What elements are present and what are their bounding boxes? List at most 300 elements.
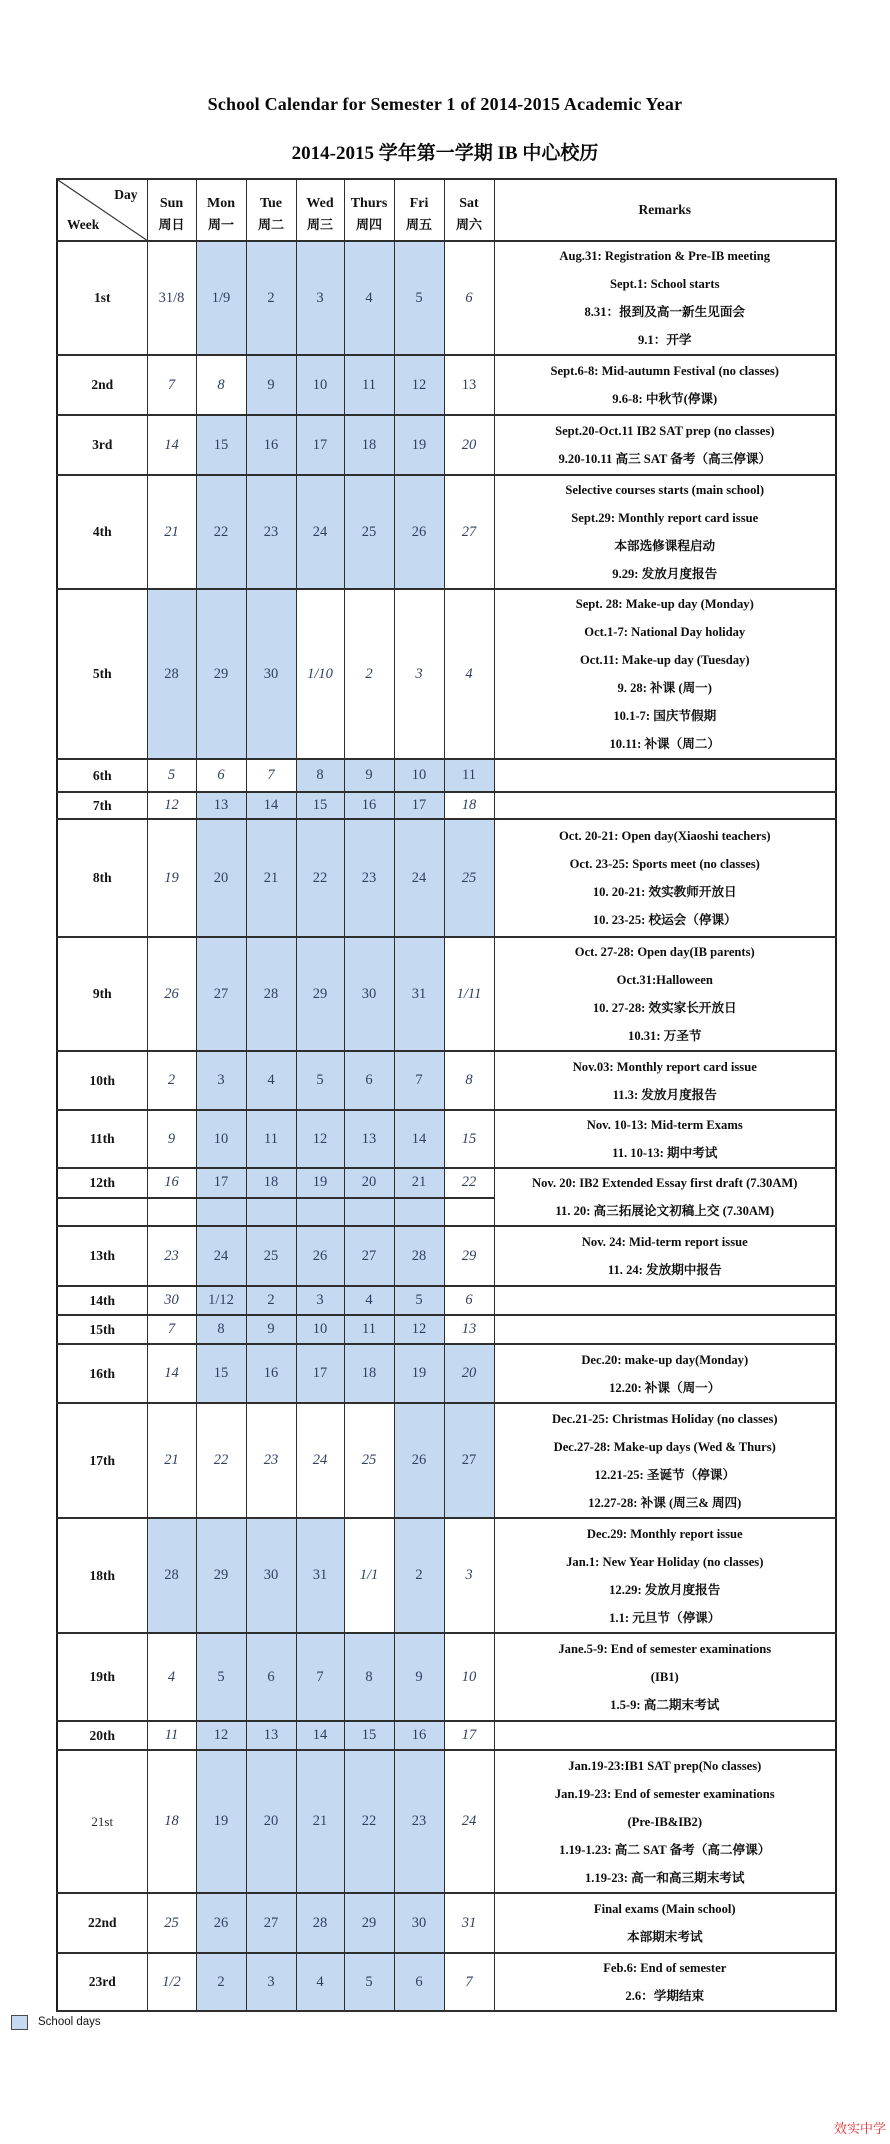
column-header-wed — [296, 179, 344, 241]
remarks-cell — [494, 1226, 836, 1286]
school-day-cell: 25 — [246, 1226, 296, 1286]
week-number-label: 10th — [57, 1051, 147, 1110]
week-number-label — [57, 1198, 147, 1227]
school-day-cell: 2 — [196, 1953, 246, 2011]
day-name-zh: 周二 — [257, 216, 284, 232]
school-day-cell — [296, 1198, 344, 1227]
remarks-column-header: Remarks — [494, 179, 836, 241]
calendar-week-row — [57, 1168, 836, 1198]
day-cell: 1/2 — [147, 1953, 196, 2011]
calendar-week-row — [57, 1051, 836, 1110]
week-number-label: 7th — [57, 792, 147, 819]
remark-line: Jan.19-23:IB1 SAT prep(No classes) — [568, 1758, 762, 1773]
school-day-cell: 30 — [394, 1893, 444, 1953]
remarks-cell — [494, 1051, 836, 1110]
school-day-cell: 9 — [394, 1633, 444, 1721]
remark-line: Sept.29: Monthly report card issue — [571, 511, 759, 525]
school-day-cell: 13 — [196, 792, 246, 819]
school-day-cell: 4 — [344, 1286, 394, 1315]
remark-line: Nov. 10-13: Mid-term Exams — [586, 1118, 743, 1132]
school-day-cell — [344, 1198, 394, 1227]
week-number-label: 3rd — [57, 415, 147, 475]
remarks-cell — [494, 1110, 836, 1168]
day-week-corner-cell — [57, 179, 147, 241]
school-day-cell: 18 — [246, 1168, 296, 1198]
school-day-cell: 28 — [394, 1226, 444, 1286]
school-day-cell: 11 — [344, 1315, 394, 1344]
remark-line: 9.20-10.11 高三 SAT 备考（高三停课） — [558, 452, 772, 466]
school-day-cell: 7 — [296, 1633, 344, 1721]
remark-line: Sept.20-Oct.11 IB2 SAT prep (no classes) — [555, 424, 775, 438]
school-day-cell: 6 — [394, 1953, 444, 2011]
remark-line: 1.1: 元旦节（停课） — [609, 1610, 721, 1625]
school-day-cell: 4 — [296, 1953, 344, 2011]
school-day-cell: 6 — [246, 1633, 296, 1721]
school-day-cell: 26 — [196, 1893, 246, 1953]
remark-line: 9.29: 发放月度报告 — [612, 567, 718, 581]
school-day-cell: 16 — [246, 415, 296, 475]
school-day-cell: 4 — [344, 241, 394, 355]
school-day-cell: 10 — [296, 1315, 344, 1344]
calendar-week-row — [57, 241, 836, 355]
school-day-cell: 12 — [394, 1315, 444, 1344]
remark-line: 1.5-9: 高二期末考试 — [610, 1698, 720, 1712]
school-day-cell: 26 — [296, 1226, 344, 1286]
school-day-cell: 5 — [344, 1953, 394, 2011]
school-day-cell: 22 — [296, 819, 344, 937]
calendar-week-row — [57, 415, 836, 475]
week-number-label: 15th — [57, 1315, 147, 1344]
school-day-cell: 8 — [196, 1315, 246, 1344]
day-cell — [147, 1198, 196, 1227]
day-cell: 5 — [147, 759, 196, 792]
remarks-cell — [494, 475, 836, 589]
remark-line: Oct. 27-28: Open day(IB parents) — [574, 945, 755, 959]
school-day-cell: 11 — [344, 355, 394, 415]
day-name-en: Sat — [459, 195, 479, 211]
column-header-sun — [147, 179, 196, 241]
remark-line: Jane.5-9: End of semester examinations — [558, 1642, 772, 1656]
remark-line: 11. 10-13: 期中考试 — [612, 1146, 718, 1160]
school-day-cell: 22 — [196, 475, 246, 589]
day-cell: 22 — [196, 1403, 246, 1518]
calendar-week-row — [57, 1110, 836, 1168]
week-number-label: 5th — [57, 589, 147, 759]
corner-day-label: Day — [114, 187, 138, 202]
day-name-zh: 周一 — [207, 216, 234, 232]
day-cell — [444, 1198, 494, 1227]
school-day-cell: 25 — [344, 475, 394, 589]
calendar-week-row — [57, 475, 836, 589]
remark-line: 9. 28: 补课 (周一) — [617, 681, 712, 695]
remark-line: 11. 24: 发放期中报告 — [607, 1263, 722, 1277]
day-cell: 26 — [147, 937, 196, 1051]
remark-line: Jan.1: New Year Holiday (no classes) — [566, 1554, 764, 1569]
school-day-cell: 11 — [246, 1110, 296, 1168]
calendar-week-row — [57, 1953, 836, 2011]
school-day-cell: 13 — [246, 1721, 296, 1750]
day-cell: 3 — [394, 589, 444, 759]
school-day-cell: 9 — [344, 759, 394, 792]
remark-line: Oct.1-7: National Day holiday — [584, 625, 746, 639]
day-cell: 1/10 — [296, 589, 344, 759]
school-day-cell: 30 — [344, 937, 394, 1051]
day-cell: 15 — [444, 1110, 494, 1168]
legend-label: School days — [38, 2016, 101, 2028]
school-day-cell — [246, 1198, 296, 1227]
remark-line: 10.11: 补课（周二） — [609, 737, 721, 751]
calendar-week-row — [57, 355, 836, 415]
remarks-cell — [494, 819, 836, 937]
school-day-cell: 17 — [296, 415, 344, 475]
day-cell: 7 — [444, 1953, 494, 2011]
school-day-cell: 19 — [196, 1750, 246, 1893]
remark-line: 9.6-8: 中秋节(停课) — [612, 392, 718, 406]
calendar-week-row — [57, 1750, 836, 1893]
day-cell: 14 — [147, 1344, 196, 1403]
day-cell: 23 — [147, 1226, 196, 1286]
school-day-cell: 18 — [344, 1344, 394, 1403]
calendar-week-row — [57, 1344, 836, 1403]
school-day-cell: 23 — [344, 819, 394, 937]
day-name-zh: 周日 — [158, 216, 185, 232]
week-number-label: 16th — [57, 1344, 147, 1403]
school-day-cell: 3 — [296, 241, 344, 355]
school-day-cell: 10 — [394, 759, 444, 792]
remarks-cell — [494, 1750, 836, 1893]
remark-line: 12.20: 补课（周一） — [609, 1380, 721, 1395]
school-day-cell: 19 — [394, 1344, 444, 1403]
calendar-week-row — [57, 1633, 836, 1721]
day-name-en: Fri — [409, 195, 429, 211]
school-day-cell: 14 — [296, 1721, 344, 1750]
day-cell: 31 — [444, 1893, 494, 1953]
school-day-cell: 20 — [344, 1168, 394, 1198]
school-day-cell: 28 — [147, 589, 196, 759]
column-header-tue — [246, 179, 296, 241]
column-header-mon — [196, 179, 246, 241]
remarks-cell — [494, 792, 836, 819]
school-day-cell: 31 — [394, 937, 444, 1051]
day-cell: 7 — [147, 1315, 196, 1344]
remark-line: (Pre-IB&IB2) — [627, 1814, 703, 1829]
week-number-label: 21st — [57, 1750, 147, 1893]
week-number-label: 19th — [57, 1633, 147, 1721]
calendar-week-row — [57, 1226, 836, 1286]
day-cell: 24 — [296, 1403, 344, 1518]
remarks-cell — [494, 589, 836, 759]
school-day-cell: 7 — [394, 1051, 444, 1110]
school-day-cell: 25 — [444, 819, 494, 937]
remark-line: 10. 27-28: 效实家长开放日 — [592, 1001, 737, 1015]
remark-line: 1.19-23: 高一和高三期末考试 — [584, 1870, 745, 1885]
column-header-fri — [394, 179, 444, 241]
calendar-table — [56, 178, 837, 2012]
remarks-cell — [494, 1953, 836, 2011]
school-day-cell: 5 — [394, 241, 444, 355]
day-cell: 31/8 — [147, 241, 196, 355]
column-header-thurs — [344, 179, 394, 241]
day-cell: 10 — [444, 1633, 494, 1721]
school-day-cell: 15 — [296, 792, 344, 819]
column-header-sat — [444, 179, 494, 241]
remarks-cell — [494, 1344, 836, 1403]
day-cell: 4 — [444, 589, 494, 759]
day-cell: 25 — [147, 1893, 196, 1953]
remark-line: Oct. 23-25: Sports meet (no classes) — [569, 857, 760, 871]
school-day-cell: 14 — [246, 792, 296, 819]
school-day-cell: 3 — [296, 1286, 344, 1315]
day-name-en: Wed — [306, 195, 334, 211]
school-day-cell: 16 — [394, 1721, 444, 1750]
week-number-label: 2nd — [57, 355, 147, 415]
calendar-body — [57, 241, 836, 2011]
week-number-label: 23rd — [57, 1953, 147, 2011]
school-day-cell: 12 — [196, 1721, 246, 1750]
school-day-cell: 15 — [196, 415, 246, 475]
school-day-cell: 15 — [196, 1344, 246, 1403]
day-cell: 9 — [147, 1110, 196, 1168]
calendar-week-row — [57, 1893, 836, 1953]
remarks-cell — [494, 937, 836, 1051]
school-day-cell: 29 — [296, 937, 344, 1051]
day-cell: 18 — [444, 792, 494, 819]
remarks-cell — [494, 1721, 836, 1750]
week-number-label: 17th — [57, 1403, 147, 1518]
school-day-cell: 16 — [246, 1344, 296, 1403]
week-number-label: 12th — [57, 1168, 147, 1198]
remark-line: 11. 20: 高三拓展论文初稿上交 (7.30AM) — [555, 1204, 775, 1218]
remark-line: Sept.6-8: Mid-autumn Festival (no classes) — [550, 364, 779, 378]
school-day-cell: 23 — [246, 475, 296, 589]
day-name-zh: 周四 — [355, 216, 382, 232]
school-day-cell: 3 — [196, 1051, 246, 1110]
remark-line: 10.31: 万圣节 — [628, 1029, 702, 1043]
school-day-cell: 23 — [394, 1750, 444, 1893]
day-cell: 3 — [444, 1518, 494, 1633]
remarks-cell — [494, 1633, 836, 1721]
school-day-cell — [196, 1198, 246, 1227]
week-number-label: 4th — [57, 475, 147, 589]
school-day-cell: 10 — [296, 355, 344, 415]
remark-line: 2.6：学期结束 — [625, 1989, 705, 2003]
school-day-cell: 20 — [246, 1750, 296, 1893]
remark-line: 本部选修课程启动 — [614, 539, 716, 553]
day-cell: 8 — [196, 355, 246, 415]
remark-line: Final exams (Main school) — [593, 1902, 736, 1916]
day-cell: 20 — [444, 415, 494, 475]
school-day-cell: 21 — [394, 1168, 444, 1198]
day-cell: 1/11 — [444, 937, 494, 1051]
week-number-label: 6th — [57, 759, 147, 792]
school-day-cell: 17 — [196, 1168, 246, 1198]
school-day-cell: 26 — [394, 475, 444, 589]
remark-line: Sept. 28: Make-up day (Monday) — [575, 597, 754, 611]
remark-line: Dec.29: Monthly report issue — [586, 1526, 743, 1541]
school-day-cell: 9 — [246, 355, 296, 415]
school-day-cell: 29 — [344, 1893, 394, 1953]
day-name-en: Tue — [259, 195, 283, 211]
school-day-cell: 6 — [344, 1051, 394, 1110]
school-day-cell: 17 — [394, 792, 444, 819]
remark-line: 10. 23-25: 校运会（停课） — [592, 913, 737, 927]
school-day-cell: 3 — [246, 1953, 296, 2011]
school-day-cell: 11 — [444, 759, 494, 792]
school-day-cell: 16 — [344, 792, 394, 819]
legend-school-day-swatch — [11, 2015, 28, 2030]
school-day-cell: 4 — [246, 1051, 296, 1110]
day-cell: 16 — [147, 1168, 196, 1198]
school-day-cell: 19 — [296, 1168, 344, 1198]
day-cell: 21 — [147, 475, 196, 589]
remarks-cell — [494, 415, 836, 475]
calendar-week-row — [57, 792, 836, 819]
school-day-cell: 24 — [394, 819, 444, 937]
school-day-cell: 21 — [296, 1750, 344, 1893]
school-day-cell: 29 — [196, 589, 246, 759]
day-cell: 1/1 — [344, 1518, 394, 1633]
remark-line: 1.19-1.23: 高二 SAT 备考（高二停课） — [559, 1842, 771, 1857]
school-day-cell: 8 — [296, 759, 344, 792]
remarks-cell — [494, 355, 836, 415]
remarks-cell — [494, 1168, 836, 1226]
week-number-label: 20th — [57, 1721, 147, 1750]
day-cell: 12 — [147, 792, 196, 819]
remark-line: 12.21-25: 圣诞节（停课） — [594, 1467, 736, 1482]
calendar-week-row — [57, 1721, 836, 1750]
school-day-cell: 13 — [344, 1110, 394, 1168]
school-day-cell: 30 — [246, 589, 296, 759]
week-number-label: 14th — [57, 1286, 147, 1315]
remark-line: (IB1) — [650, 1670, 679, 1684]
day-cell: 6 — [444, 241, 494, 355]
school-day-cell: 30 — [246, 1518, 296, 1633]
day-cell: 30 — [147, 1286, 196, 1315]
school-day-cell: 1/12 — [196, 1286, 246, 1315]
school-day-cell: 9 — [246, 1315, 296, 1344]
school-day-cell: 12 — [296, 1110, 344, 1168]
school-day-cell: 2 — [394, 1518, 444, 1633]
day-cell: 25 — [344, 1403, 394, 1518]
school-day-cell: 17 — [296, 1344, 344, 1403]
school-day-cell: 31 — [296, 1518, 344, 1633]
remark-line: Dec.27-28: Make-up days (Wed & Thurs) — [553, 1439, 776, 1454]
school-day-cell: 5 — [394, 1286, 444, 1315]
day-name-en: Mon — [207, 195, 235, 211]
school-day-cell: 26 — [394, 1403, 444, 1518]
header-row — [57, 179, 836, 241]
day-cell: 8 — [444, 1051, 494, 1110]
week-number-label: 18th — [57, 1518, 147, 1633]
week-number-label: 8th — [57, 819, 147, 937]
calendar-week-row — [57, 1286, 836, 1315]
school-day-cell: 5 — [296, 1051, 344, 1110]
week-number-label: 9th — [57, 937, 147, 1051]
school-day-cell: 21 — [246, 819, 296, 937]
day-name-zh: 周三 — [306, 216, 333, 232]
week-number-label: 11th — [57, 1110, 147, 1168]
day-cell: 24 — [444, 1750, 494, 1893]
calendar-week-row — [57, 1518, 836, 1633]
school-day-cell: 24 — [196, 1226, 246, 1286]
calendar-week-row — [57, 819, 836, 937]
calendar-week-row — [57, 589, 836, 759]
remark-line: Jan.19-23: End of semester examinations — [554, 1786, 775, 1801]
remark-line: 9.1：开学 — [637, 333, 692, 347]
remark-line: 10. 20-21: 效实教师开放日 — [592, 885, 737, 899]
school-day-cell: 14 — [394, 1110, 444, 1168]
remarks-cell — [494, 1893, 836, 1953]
school-day-cell: 29 — [196, 1518, 246, 1633]
day-cell: 19 — [147, 819, 196, 937]
school-day-cell: 20 — [444, 1344, 494, 1403]
remark-line: Oct. 20-21: Open day(Xiaoshi teachers) — [558, 829, 771, 843]
day-cell: 22 — [444, 1168, 494, 1198]
day-cell: 23 — [246, 1403, 296, 1518]
remark-line: Aug.31: Registration & Pre-IB meeting — [559, 249, 771, 263]
day-cell: 7 — [147, 355, 196, 415]
school-day-cell: 22 — [344, 1750, 394, 1893]
remark-line: 12.27-28: 补课 (周三& 周四) — [588, 1495, 742, 1510]
day-name-zh: 周六 — [455, 216, 482, 232]
remarks-cell — [494, 1403, 836, 1518]
calendar-week-row — [57, 1315, 836, 1344]
school-day-cell: 18 — [344, 415, 394, 475]
school-day-cell: 1/9 — [196, 241, 246, 355]
remarks-cell — [494, 759, 836, 792]
school-day-cell: 28 — [147, 1518, 196, 1633]
day-cell: 7 — [246, 759, 296, 792]
day-name-en: Thurs — [350, 195, 388, 211]
page-subtitle: 2014-2015 学年第一学期 IB 中心校历 — [291, 143, 599, 164]
school-day-cell: 27 — [196, 937, 246, 1051]
day-cell: 2 — [344, 589, 394, 759]
day-cell: 4 — [147, 1633, 196, 1721]
remark-line: Dec.20: make-up day(Monday) — [581, 1352, 749, 1367]
calendar-week-row — [57, 1403, 836, 1518]
week-number-label: 13th — [57, 1226, 147, 1286]
week-number-label: 1st — [57, 241, 147, 355]
remark-line: Dec.21-25: Christmas Holiday (no classes) — [551, 1411, 778, 1426]
school-day-cell: 28 — [246, 937, 296, 1051]
remark-line: Nov. 24: Mid-term report issue — [581, 1235, 748, 1249]
day-cell: 13 — [444, 1315, 494, 1344]
day-name-zh: 周五 — [405, 216, 432, 232]
corner-week-label: Week — [67, 217, 100, 232]
day-cell: 6 — [444, 1286, 494, 1315]
remark-line: 11.3: 发放月度报告 — [612, 1087, 717, 1102]
school-day-cell: 10 — [196, 1110, 246, 1168]
day-cell: 21 — [147, 1403, 196, 1518]
day-cell: 14 — [147, 415, 196, 475]
school-day-cell — [394, 1198, 444, 1227]
remark-line: 本部期末考试 — [626, 1930, 703, 1944]
day-name-en: Sun — [159, 195, 184, 211]
day-cell: 27 — [444, 475, 494, 589]
remarks-cell — [494, 1518, 836, 1633]
school-day-cell: 27 — [444, 1403, 494, 1518]
school-day-cell: 15 — [344, 1721, 394, 1750]
remark-line: 8.31：报到及高一新生见面会 — [584, 305, 746, 319]
remark-line: Oct.31:Halloween — [616, 973, 713, 987]
school-day-cell: 19 — [394, 415, 444, 475]
school-day-cell: 2 — [246, 1286, 296, 1315]
school-day-cell: 2 — [246, 241, 296, 355]
remark-line: 10.1-7: 国庆节假期 — [613, 709, 717, 723]
remark-line: 12.29: 发放月度报告 — [609, 1582, 721, 1597]
day-cell: 6 — [196, 759, 246, 792]
remark-line: Nov. 20: IB2 Extended Essay first draft (7.30AM) — [531, 1176, 798, 1190]
